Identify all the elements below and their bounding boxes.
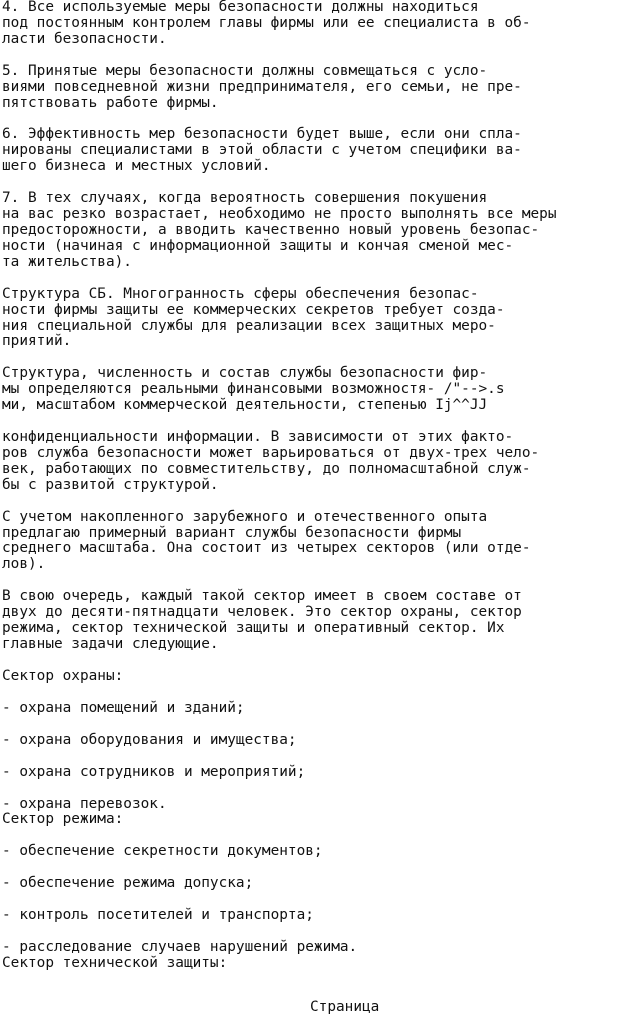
list-item: - обеспечение режима допуска; [2,875,254,892]
paragraph-service-variant: С учетом накопленного зарубежного и отечественного опыта предлагаю примерный вариант службы безопасности фирмы среднего масштаба. Она состоит из четырех секторов (или отде- лов). [2,508,531,573]
paragraph-security-effectiveness: 6. Эффективность мер безопасности будет выше, если они спла- нированы специалистами в этой области с учетом специфики ва- шего бизнеса и местных условий. [2,126,522,175]
paragraph-threat-increase: 7. В тех случаях, когда вероятность совершения покушения на вас резко возрастает, необходимо не просто выполнять все меры предосторожности, а вводить качественно новый уровень безопас- ности (начиная с информационной защиты и кончая сменой мес- та жительства). [2,190,557,270]
paragraph-sb-structure: Структура СБ. Многогранность сферы обеспечения безопас- ности фирмы защиты ее коммерческих секретов требует созда- ния специальной службы для реализации всех защитных меро- приятий. [2,285,505,350]
paragraph-sector-composition: В свою очередь, каждый такой сектор имеет в своем составе от двух до десяти-пятнадцати человек. Это сектор охраны, сектор режима, сектор технической защиты и оперативный сектор. Их главные задачи следующие. [2,588,522,652]
list-item-with-regime-heading: - охрана перевозок. Сектор режима: [2,795,167,828]
list-item: - обеспечение секретности документов; [2,843,323,860]
list-item: - охрана сотрудников и мероприятий; [2,763,306,780]
page-footer: Страница [310,999,380,1015]
document-page [2,0,618,972]
paragraph-sb-composition: Структура, численность и состав службы безопасности фир- мы определяются реальными финансовыми возможностя- /"-->.s ми, масштабом коммерческой деятельности, степенью Ij^^JJ [2,365,505,414]
list-item-with-technical-heading: - расследование случаев нарушений режима. Сектор технической защиты: [2,939,358,971]
paragraph-security-compatibility: 5. Принятые меры безопасности должны совмещаться с усло- виями повседневной жизни предпринимателя, его семьи, не пре- пятствовать работе фирмы. [2,62,522,111]
list-item: - охрана помещений и зданий; [2,699,245,716]
paragraph-security-control: 4. Все используемые меры безопасности должны находиться под постоянным контролем главы фирмы или ее специалиста в об- ласти безопасности. [2,0,531,47]
paragraph-confidentiality: конфиденциальности информации. В зависимости от этих факто- ров служба безопасности может варьироваться от двух-трех чело- век, работающих по совместительству, до полномасштабной служ- бы с развитой структурой. [2,429,540,493]
list-item: - контроль посетителей и транспорта; [2,907,314,924]
heading-guard-sector: Сектор охраны: [2,667,124,684]
list-item: - охрана оборудования и имущества; [2,731,297,748]
